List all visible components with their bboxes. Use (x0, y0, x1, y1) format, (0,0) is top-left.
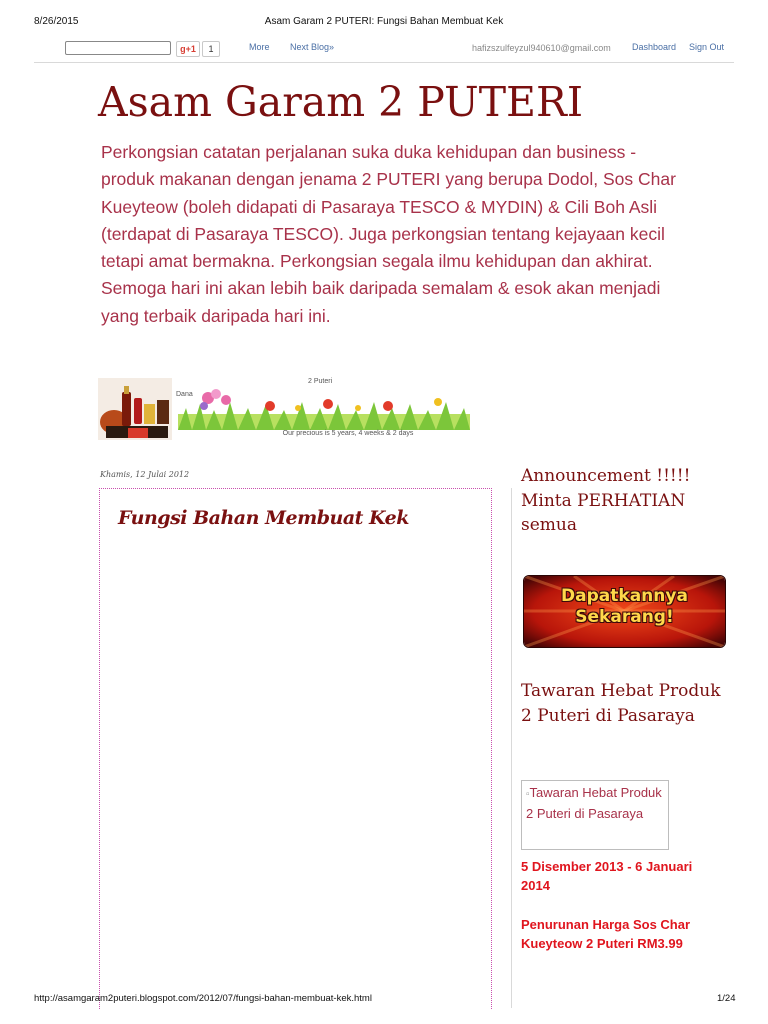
google-plus-button[interactable]: g+1 (176, 41, 200, 57)
user-email: hafizszulfeyzul940610@gmail.com (472, 43, 611, 53)
promo-date: 5 Disember 2013 - 6 Januari 2014 (521, 859, 693, 894)
next-blog-link[interactable]: Next Blog» (290, 42, 335, 52)
announcement-title: Announcement !!!!! Minta PERHATIAN semua (521, 466, 691, 535)
promo-button-line2: Sekarang! (575, 607, 674, 627)
blog-description: Perkongsian catatan perjalanan suka duka kehidupan dan business - produk makanan dengan jenama 2 PUTERI yang berupa Dodol, Sos Char Kueyteow (boleh didapati di Pasaraya TESCO & MYDIN) & Cili Boh Asli (terdapat di Pasaraya TESCO). Juga perkongsian tentang kejayaan kecil tetapi amat bermakna. Perkongsian segala ilmu kehidupan dan akhirat. Semoga hari ini akan lebih baik daripada semalam & esok akan menjadi yang terbaik daripada hari ini. (101, 142, 676, 326)
promo-button-text (524, 586, 725, 628)
dapatkannya-sekarang-button[interactable] (523, 575, 726, 648)
tawaran-widget (521, 679, 731, 728)
print-header (0, 16, 768, 30)
product-photo-image (98, 378, 172, 440)
sidebar-divider (511, 488, 512, 1008)
header-banner (98, 376, 470, 440)
banner-caption: Our precious is 5 years, 4 weeks & 2 days (282, 430, 414, 437)
print-date: 8/26/2015 (34, 16, 79, 27)
tawaran-title: Tawaran Hebat Produk 2 Puteri di Pasaraya (521, 681, 721, 726)
banner-side-label: Dana (176, 391, 193, 398)
post-container (99, 488, 492, 1009)
more-link[interactable]: More (249, 42, 270, 52)
sign-out-link[interactable]: Sign Out (689, 42, 725, 52)
broken-image-alt: Tawaran Hebat Produk 2 Puteri di Pasaraya (526, 785, 662, 821)
blogger-navbar (34, 38, 734, 63)
google-plus-count: 1 (202, 41, 220, 57)
post-date: Khamis, 12 Julai 2012 (100, 470, 190, 479)
tawaran-broken-image[interactable] (521, 780, 669, 850)
flower-grass-decoration-image (178, 384, 470, 430)
promo-price: Penurunan Harga Sos Char Kueyteow 2 Puteri RM3.99 (521, 917, 691, 952)
blog-title[interactable]: Asam Garam 2 PUTERI (98, 78, 584, 126)
dashboard-link[interactable]: Dashboard (632, 42, 677, 52)
announcement-widget (521, 464, 731, 538)
print-page-number: 1/24 (717, 993, 736, 1004)
print-url: http://asamgaram2puteri.blogspot.com/2012/07/fungsi-bahan-membuat-kek.html (34, 993, 372, 1004)
search-input[interactable] (65, 41, 171, 55)
print-page-title: Asam Garam 2 PUTERI: Fungsi Bahan Membuat Kek (264, 16, 504, 27)
banner-small-label: 2 Puteri (308, 378, 333, 385)
promo-button-line1: Dapatkannya (561, 586, 688, 606)
print-footer (0, 993, 768, 1007)
post-title[interactable]: Fungsi Bahan Membuat Kek (118, 507, 409, 529)
broken-image-icon: ▫ (526, 789, 530, 800)
